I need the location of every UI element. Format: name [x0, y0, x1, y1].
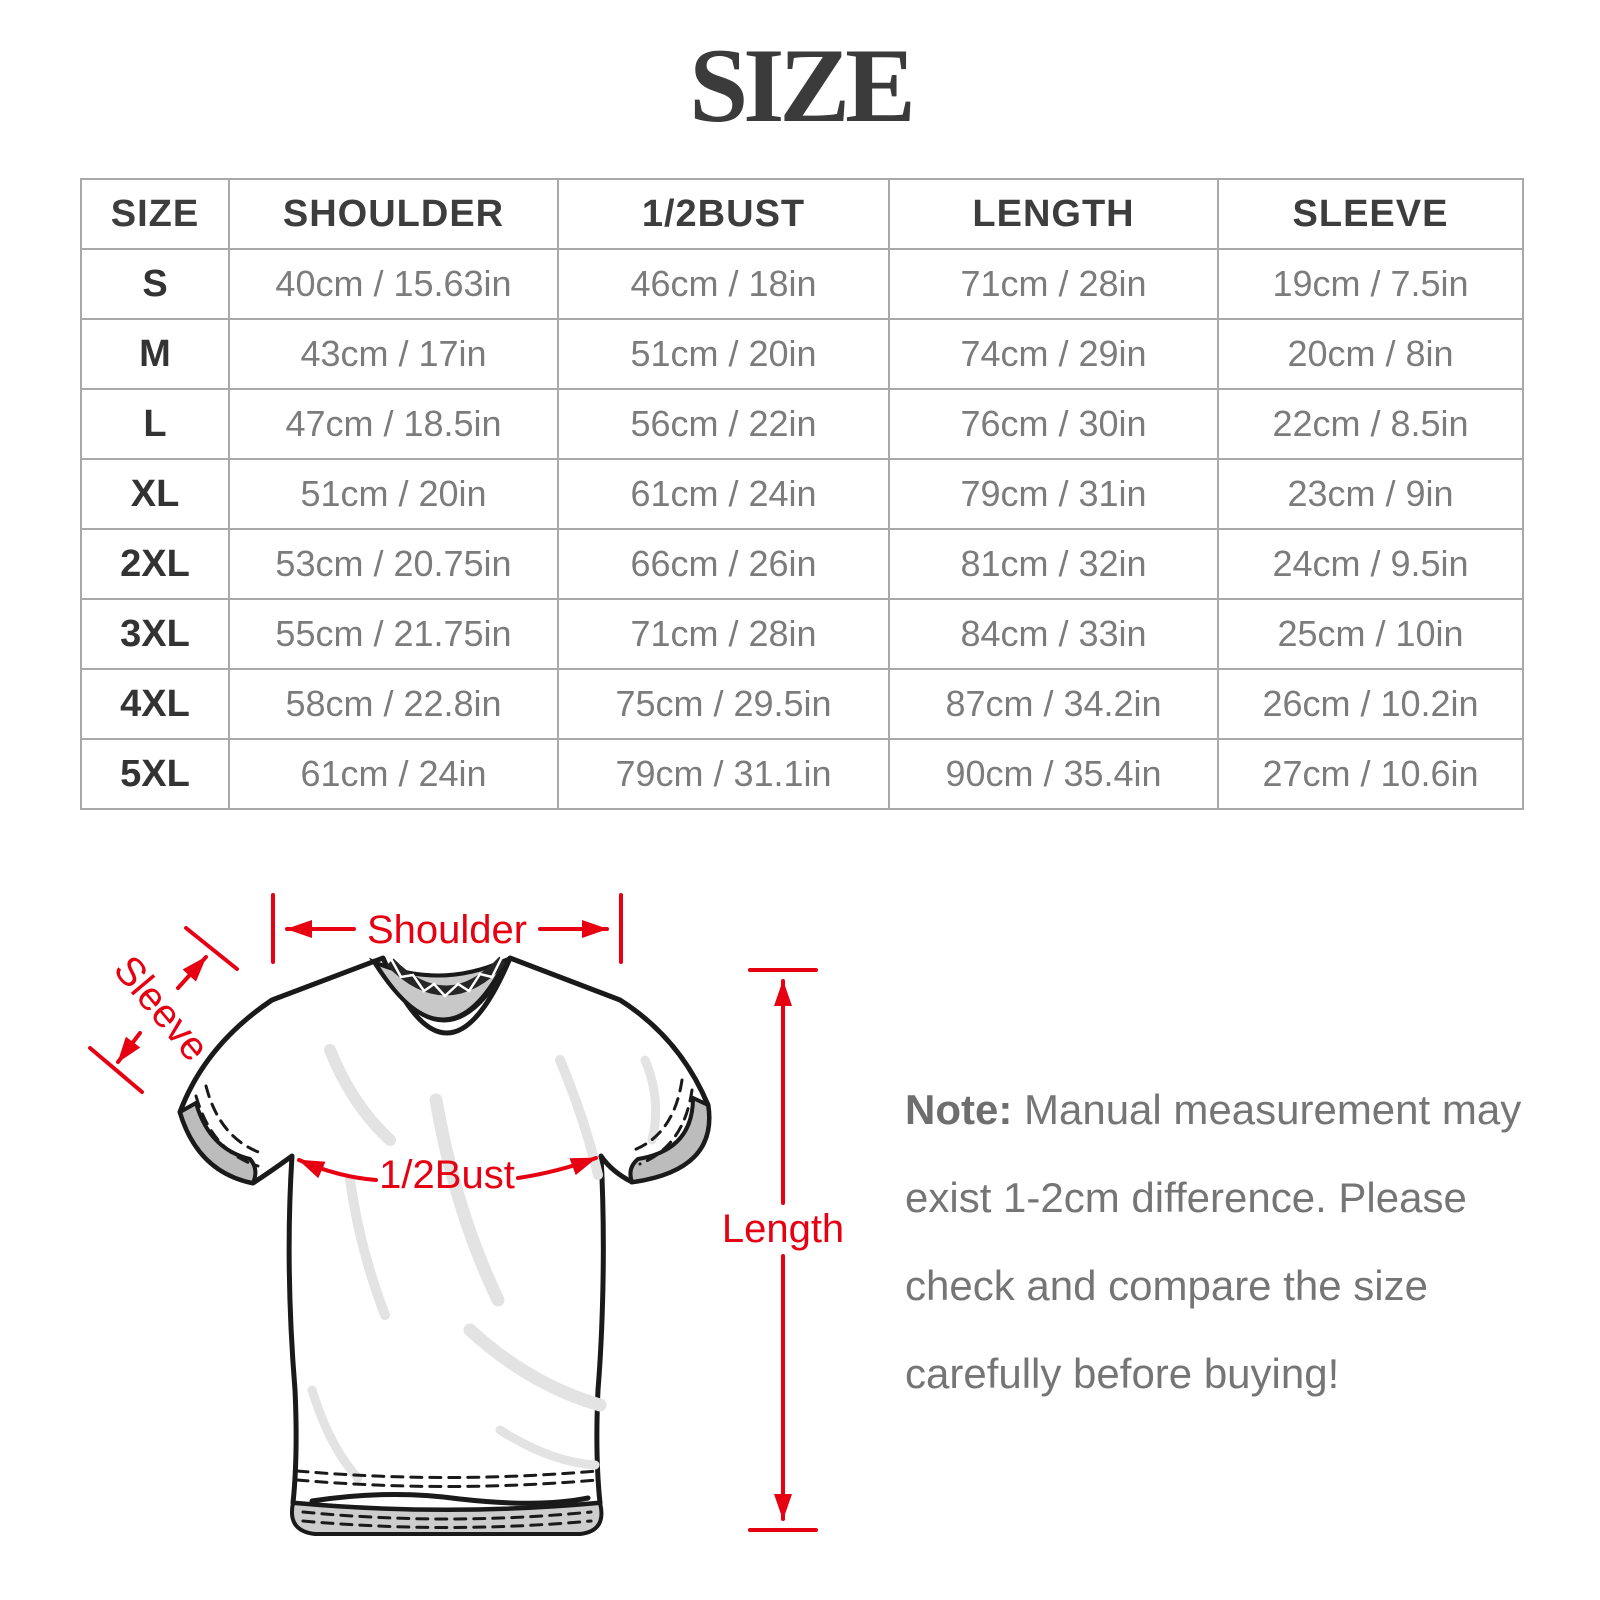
measurement-cell: 53cm / 20.75in	[229, 529, 558, 599]
measurement-cell: 79cm / 31in	[889, 459, 1218, 529]
measurement-cell: 87cm / 34.2in	[889, 669, 1218, 739]
measurement-cell: 66cm / 26in	[558, 529, 889, 599]
measurement-cell: 51cm / 20in	[229, 459, 558, 529]
measurement-cell: 25cm / 10in	[1218, 599, 1523, 669]
right-cuff-opening	[630, 1098, 709, 1182]
half-bust-arrow-right	[518, 1158, 596, 1178]
table-row	[81, 319, 1523, 389]
sleeve-end-bar-bottom	[90, 1048, 142, 1092]
measurement-cell: 90cm / 35.4in	[889, 739, 1218, 809]
measurement-cell: 20cm / 8in	[1218, 319, 1523, 389]
sleeve-label: Sleeve	[105, 947, 218, 1070]
shoulder-measure	[273, 895, 621, 962]
table-row	[81, 389, 1523, 459]
sleeve-measure	[90, 928, 237, 1092]
table-row	[81, 529, 1523, 599]
measurement-cell: 74cm / 29in	[889, 319, 1218, 389]
size-cell: S	[81, 249, 229, 319]
measurement-cell: 76cm / 30in	[889, 389, 1218, 459]
left-cuff-opening	[180, 1103, 255, 1183]
page-title: SIZE	[689, 27, 911, 144]
measurement-cell: 51cm / 20in	[558, 319, 889, 389]
half-bust-arrow-left	[299, 1160, 376, 1180]
tshirt-body	[180, 958, 709, 1510]
header-cell-shoulder: SHOULDER	[229, 179, 558, 249]
measurement-cell: 46cm / 18in	[558, 249, 889, 319]
header-cell-sleeve: SLEEVE	[1218, 179, 1523, 249]
measurement-cell: 71cm / 28in	[558, 599, 889, 669]
note-prefix: Note:	[905, 1086, 1013, 1133]
measurement-cell: 75cm / 29.5in	[558, 669, 889, 739]
collar-zigzag-stitch	[390, 955, 503, 996]
measurement-cell: 47cm / 18.5in	[229, 389, 558, 459]
collar-stitch-band	[390, 960, 503, 991]
measurement-cell: 79cm / 31.1in	[558, 739, 889, 809]
shoulder-label: Shoulder	[366, 908, 528, 952]
sleeve-arrow-up	[178, 957, 206, 988]
collar	[374, 955, 508, 1021]
header-cell-size: SIZE	[81, 179, 229, 249]
measurement-cell: 26cm / 10.2in	[1218, 669, 1523, 739]
size-cell: 3XL	[81, 599, 229, 669]
collar-band-inner-edge	[376, 962, 508, 1021]
table-row	[81, 459, 1523, 529]
measurement-cell: 19cm / 7.5in	[1218, 249, 1523, 319]
hem-fold-line	[312, 1494, 588, 1503]
measurement-cell: 22cm / 8.5in	[1218, 389, 1523, 459]
header-cell-length: LENGTH	[889, 179, 1218, 249]
measurement-note	[905, 1066, 1545, 1418]
measurement-cell: 58cm / 22.8in	[229, 669, 558, 739]
measurement-cell: 81cm / 32in	[889, 529, 1218, 599]
size-cell: 4XL	[81, 669, 229, 739]
table-row	[81, 669, 1523, 739]
measurement-cell: 61cm / 24in	[558, 459, 889, 529]
note-line: carefully before buying!	[905, 1350, 1340, 1397]
measurement-cell: 56cm / 22in	[558, 389, 889, 459]
header-cell-halfbust: 1/2BUST	[558, 179, 889, 249]
size-cell: 2XL	[81, 529, 229, 599]
table-header-row	[81, 179, 1523, 249]
hem-band	[292, 1503, 602, 1534]
size-cell: M	[81, 319, 229, 389]
size-cell: 5XL	[81, 739, 229, 809]
note-line: exist 1-2cm difference. Please	[905, 1174, 1467, 1221]
table-row	[81, 249, 1523, 319]
size-table	[80, 178, 1524, 810]
measurement-cell: 24cm / 9.5in	[1218, 529, 1523, 599]
length-measure	[722, 970, 844, 1530]
half-bust-label: 1/2Bust	[379, 1153, 515, 1197]
half-bust-measure	[299, 1153, 596, 1197]
sleeve-end-bar-top	[186, 928, 237, 969]
measurement-cell: 40cm / 15.63in	[229, 249, 558, 319]
table-row	[81, 739, 1523, 809]
size-cell: L	[81, 389, 229, 459]
measurement-cell: 84cm / 33in	[889, 599, 1218, 669]
sleeve-arrow-down	[118, 1033, 140, 1062]
length-label: Length	[721, 1207, 845, 1251]
table-row	[81, 599, 1523, 669]
collar-inner	[374, 960, 506, 1020]
note-line-text: Manual measurement may	[1012, 1086, 1522, 1133]
note-line: check and compare the size	[905, 1262, 1428, 1309]
measurement-cell: 61cm / 24in	[229, 739, 558, 809]
bottom-hem	[292, 1471, 602, 1534]
tshirt-illustration	[180, 955, 709, 1534]
sleeve-cuffs	[180, 1080, 709, 1183]
size-cell: XL	[81, 459, 229, 529]
measurement-cell: 43cm / 17in	[229, 319, 558, 389]
note-line	[905, 1066, 1545, 1154]
measurement-cell: 55cm / 21.75in	[229, 599, 558, 669]
measurement-annotations	[90, 895, 844, 1530]
measurement-cell: 27cm / 10.6in	[1218, 739, 1523, 809]
fabric-wrinkles	[312, 1050, 656, 1478]
measurement-cell: 23cm / 9in	[1218, 459, 1523, 529]
measurement-cell: 71cm / 28in	[889, 249, 1218, 319]
